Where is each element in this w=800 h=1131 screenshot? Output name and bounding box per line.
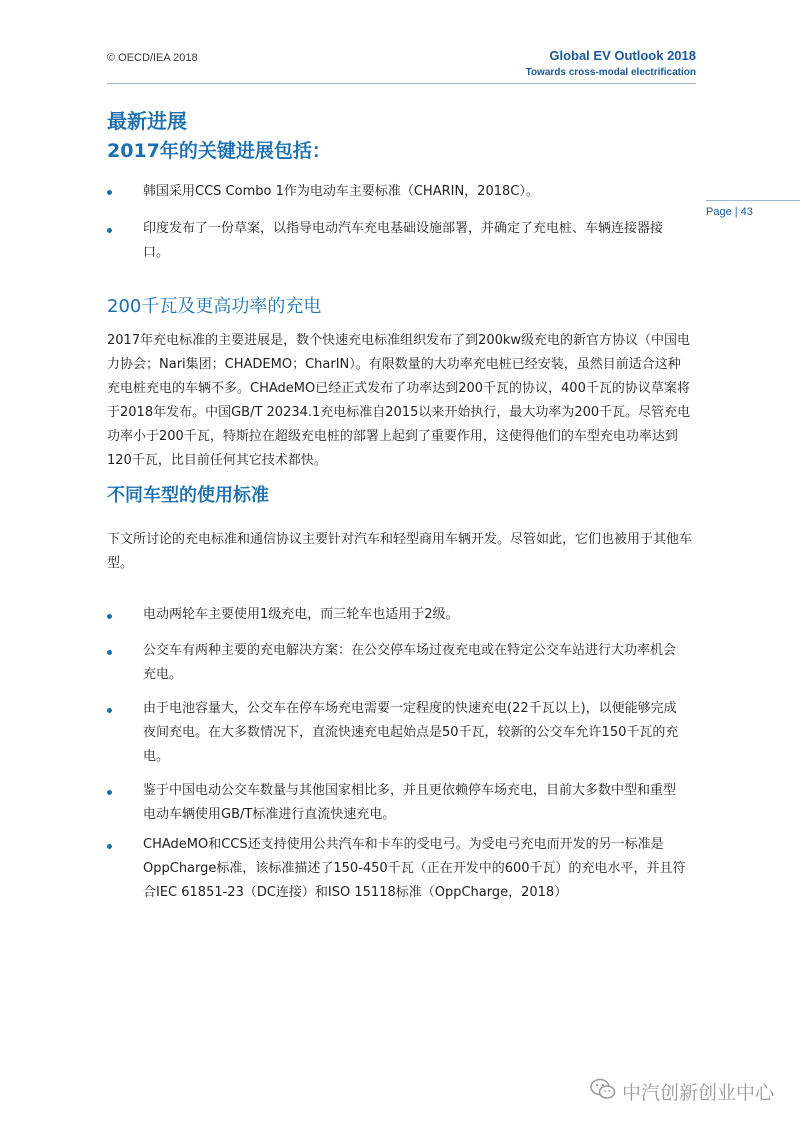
wechat-icon [590,1078,622,1105]
header-divider [107,83,696,84]
wechat-watermark [590,1078,774,1105]
bullet-marker [107,844,112,849]
report-subtitle: Towards cross-modal electrification [525,67,696,78]
bullet-marker [107,790,112,795]
list-item: 由于电池容量大，公交车在停车场充电需要一定程度的快速充电(22千瓦以上)，以便能够完成夜间充电。在大多数情况下，直流快速充电起始点是50千瓦，较新的公交车允许150千瓦的充电。 [143,701,679,764]
heading-key-progress-2017: 2017年的关键进展包括： [107,140,331,162]
list-item: 公交车有两种主要的充电解决方案：在公交停车场过夜充电或在特定公交车站进行大功率机会充电。 [143,643,677,682]
bullet-marker [107,708,112,713]
watermark-text: 中汽创新创业中心 [622,1082,775,1104]
heading-latest-progress: 最新进展 [107,109,187,133]
paragraph-vehicle-type-standards: 下文所讨论的充电标准和通信协议主要针对汽车和轻型商用车辆开发。尽管如此，它们也被用于其他车型。 [107,532,693,571]
list-item: 印度发布了一份草案，以指导电动汽车充电基础设施部署，并确定了充电桩、车辆连接器接口。 [143,221,664,260]
list-item: 鉴于中国电动公交车数量与其他国家相比多，并且更依赖停车场充电，目前大多数中型和重型电动车辆使用GB/T标准进行直流快速充电。 [143,783,677,822]
list-item: 韩国采用CCS Combo 1作为电动车主要标准（CHARIN，2018C）。 [143,184,539,199]
bullet-marker [107,614,112,619]
paragraph-high-power-charging: 2017年充电标准的主要进展是，数个快速充电标准组织发布了到200kw级充电的新官方协议（中国电力协会；Nari集团；CHADEMO；CharIN）。有限数量的大功率充电桩已经安装，虽然目前适合这种充电桩充电的车辆不多。CHAdeMO已经正式发布了功率达到200千瓦的协议，400千瓦的协议草案将于2018年发布。中国GB/T 20234.1充电标准自2015以来开始执行，最大功率为200千瓦。尽管充电功率小于200千瓦，特斯拉在超级充电桩的部署上起到了重要作用，这使得他们的车型充电功率达到120千瓦，比目前任何其它技术都快。 [107,333,691,468]
bullet-marker [107,228,112,233]
heading-high-power-charging: 200千瓦及更高功率的充电 [107,296,322,317]
report-title: Global EV Outlook 2018 [549,48,696,63]
heading-vehicle-type-standards: 不同车型的使用标准 [107,485,269,506]
list-item: CHAdeMO和CCS还支持使用公共汽车和卡车的受电弓。为受电弓充电而开发的另一标准是OppCharge标准，该标准描述了150-450千瓦（正在开发中的600千瓦）的充电水平，并且符合IEC 61851-23（DC连接）和ISO 15118标准（OppCharge，2018） [143,837,686,900]
copyright-notice: © OECD/IEA 2018 [107,52,198,64]
list-item: 电动两轮车主要使用1级充电，而三轮车也适用于2级。 [143,607,459,622]
page-number: Page | 43 [706,206,753,218]
bullet-marker [107,650,112,655]
bullet-marker [107,190,112,195]
page-marker-divider [706,200,800,201]
